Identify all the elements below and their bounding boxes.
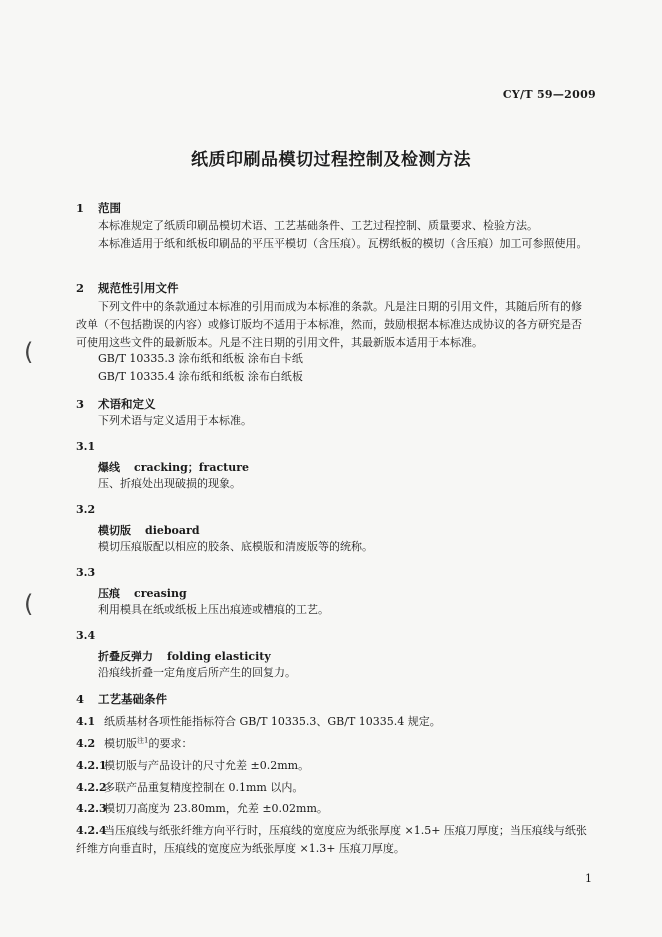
section-2-paragraph-1: 下列文件中的条款通过本标准的引用而成为本标准的条款。凡是注日期的引用文件，其随后所有的修改单（不包括勘误的内容）或修订版均不适用于本标准，然而，鼓励根据本标准达成协议的各方研究是否可使用这些文件的最新版本。凡是不注日期的引用文件，其最新版本适用于本标准。 xyxy=(76,300,582,349)
clause-text: 模切刀高度为 23.80mm，允差 ±0.02mm。 xyxy=(104,802,328,815)
section-number: 2 xyxy=(76,281,85,295)
section-title: 工艺基础条件 xyxy=(98,692,167,706)
section-3-heading xyxy=(76,396,156,412)
clause-4-2-1 xyxy=(76,757,309,773)
document-title: 纸质印刷品模切过程控制及检测方法 xyxy=(191,150,471,170)
clause-text: 多联产品重复精度控制在 0.1mm 以内。 xyxy=(104,781,304,794)
clause-4-2-2 xyxy=(76,779,303,795)
section-number: 3 xyxy=(76,397,85,411)
term-heading xyxy=(98,459,249,475)
clause-number: 4.2.3 xyxy=(76,802,107,815)
term-zh: 模切版 xyxy=(98,524,131,537)
section-1-paragraph-2: 本标准适用于纸和纸板印刷品的平压平模切（含压痕）。瓦楞纸板的模切（含压痕）加工可参照使用。 xyxy=(98,237,588,250)
section-title: 术语和定义 xyxy=(98,397,156,411)
clause-4-2 xyxy=(76,735,192,751)
standard-code: CY/T 59—2009 xyxy=(502,88,596,101)
term-zh: 压痕 xyxy=(98,587,120,600)
term-en: dieboard xyxy=(145,524,200,537)
term-heading xyxy=(98,585,187,601)
term-zh: 折叠反弹力 xyxy=(98,650,153,663)
term-definition: 沿痕线折叠一定角度后所产生的回复力。 xyxy=(98,666,296,679)
clause-number: 4.2 xyxy=(76,737,96,750)
section-1-paragraph-1: 本标准规定了纸质印刷品模切术语、工艺基础条件、工艺过程控制、质量要求、检验方法。 xyxy=(98,219,538,232)
term-heading xyxy=(98,648,271,664)
binding-mark: ( xyxy=(24,590,34,618)
term-number: 3.4 xyxy=(76,629,96,642)
section-title: 范围 xyxy=(98,201,121,215)
term-definition: 模切压痕版配以相应的胶条、底模版和清废版等的统称。 xyxy=(98,540,373,553)
clause-number: 4.2.1 xyxy=(76,759,107,772)
clause-number: 4.1 xyxy=(76,715,96,728)
page-number: 1 xyxy=(585,872,592,885)
term-en: cracking；fracture xyxy=(134,461,250,474)
section-2-heading xyxy=(76,280,179,296)
clause-text: 模切版 xyxy=(104,737,137,750)
clause-4-1 xyxy=(76,713,441,729)
term-number: 3.3 xyxy=(76,566,96,579)
term-en: creasing xyxy=(134,587,187,600)
section-title: 规范性引用文件 xyxy=(98,281,179,295)
section-number: 4 xyxy=(76,692,85,706)
clause-text: 模切版与产品设计的尺寸允差 ±0.2mm。 xyxy=(104,759,310,772)
binding-mark: ( xyxy=(24,338,34,366)
clause-text: 的要求： xyxy=(148,737,193,750)
clause-text: 当压痕线与纸张纤维方向平行时，压痕线的宽度应为纸张厚度 ×1.5+ 压痕刀厚度；当压痕线与纸张纤维方向垂直时，压痕线的宽度应为纸张厚度 ×1.3+ 压痕刀厚度。 xyxy=(76,824,587,855)
section-4-heading xyxy=(76,691,167,707)
clause-text: 纸质基材各项性能指标符合 GB/T 10335.3、GB/T 10335.4 规定。 xyxy=(104,715,441,728)
section-1-heading xyxy=(76,200,121,216)
clause-4-2-3 xyxy=(76,800,328,816)
clause-number: 4.2.2 xyxy=(76,781,107,794)
footnote-marker: 注1 xyxy=(137,736,149,745)
term-en: folding elasticity xyxy=(167,650,271,663)
section-number: 1 xyxy=(76,201,85,215)
section-3-intro: 下列术语与定义适用于本标准。 xyxy=(98,414,252,427)
term-heading xyxy=(98,522,200,538)
reference-gb-10335-4: GB/T 10335.4 涂布纸和纸板 涂布白纸板 xyxy=(98,370,303,383)
reference-gb-10335-3: GB/T 10335.3 涂布纸和纸板 涂布白卡纸 xyxy=(98,352,303,365)
term-definition: 压、折痕处出现破损的现象。 xyxy=(98,477,241,490)
term-definition: 利用模具在纸或纸板上压出痕迹或槽痕的工艺。 xyxy=(98,603,329,616)
clause-number: 4.2.4 xyxy=(76,824,107,837)
term-number: 3.2 xyxy=(76,503,96,516)
term-number: 3.1 xyxy=(76,440,96,453)
term-zh: 爆线 xyxy=(98,461,120,474)
clause-4-2-4 xyxy=(76,822,594,858)
